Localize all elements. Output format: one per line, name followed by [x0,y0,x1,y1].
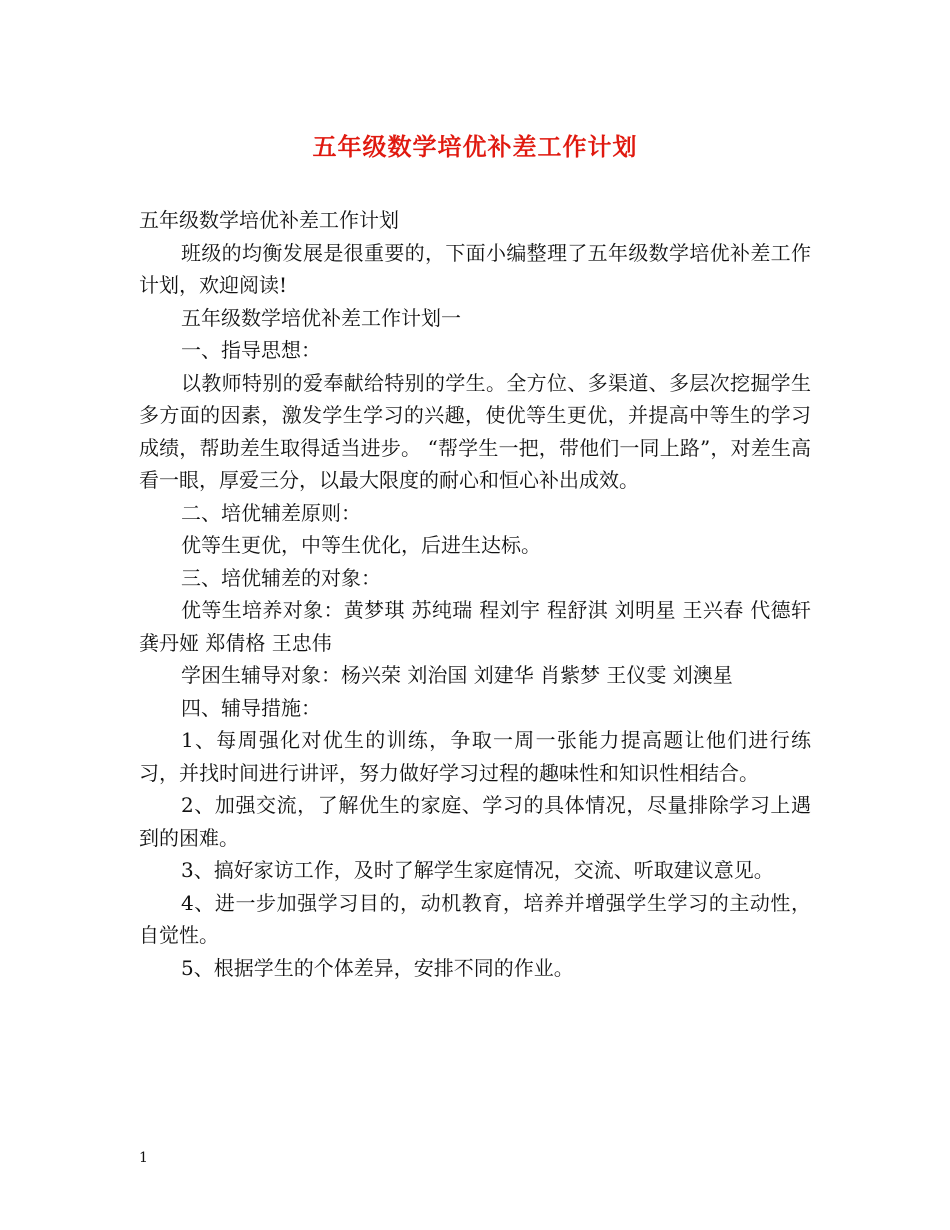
document-body [139,204,811,984]
paragraph: 学困生辅导对象：杨兴荣 刘治国 刘建华 肖紫梦 王仪雯 刘澳星 [181,663,733,687]
list-item: 4、进一步加强学习目的，动机教育，培养并增强学生学习的主动性，自觉性。 [139,890,811,947]
paragraph: 以教师特别的爱奉献给特别的学生。全方位、多渠道、多层次挖掘学生多方面的因素，激发学生学习的兴趣，使优等生更优，并提高中等生的学习成绩，帮助差生取得适当进步。 “帮学生一把，带他们一同上路”，对差生高看一眼，厚爱三分，以最大限度的耐心和恒心补出成效。 [139,370,811,492]
section-heading: 三、培优辅差的对象： [181,565,381,590]
section-heading: 一、指导思想： [181,338,321,362]
page-number: 1 [139,1150,148,1166]
list-item: 1、每周强化对优生的训练，争取一周一张能力提高题让他们进行练习，并找时间进行讲评，努力做好学习过程的趣味性和知识性相结合。 [139,728,811,785]
paragraph: 优等生培养对象：黄梦琪 苏纯瑞 程刘宇 程舒淇 刘明星 王兴春 代德轩 龚丹娅 郑倩格 王忠伟 [139,598,811,655]
list-item: 3、搞好家访工作，及时了解学生家庭情况，交流、听取建议意见。 [181,858,774,882]
list-item: 5、根据学生的个体差异，安排不同的作业。 [181,955,574,980]
paragraph: 五年级数学培优补差工作计划 [139,208,399,232]
section-heading: 二、培优辅差原则： [181,500,361,525]
section-heading: 四、辅导措施： [181,695,321,720]
paragraph: 五年级数学培优补差工作计划一 [181,305,461,330]
document-title: 五年级数学培优补差工作计划 [312,132,638,161]
paragraph: 班级的均衡发展是很重要的，下面小编整理了五年级数学培优补差工作计划，欢迎阅读! [139,240,811,297]
paragraph: 优等生更优，中等生优化，后进生达标。 [181,533,541,557]
list-item: 2、加强交流，了解优生的家庭、学习的具体情况，尽量排除学习上遇到的困难。 [139,793,811,850]
